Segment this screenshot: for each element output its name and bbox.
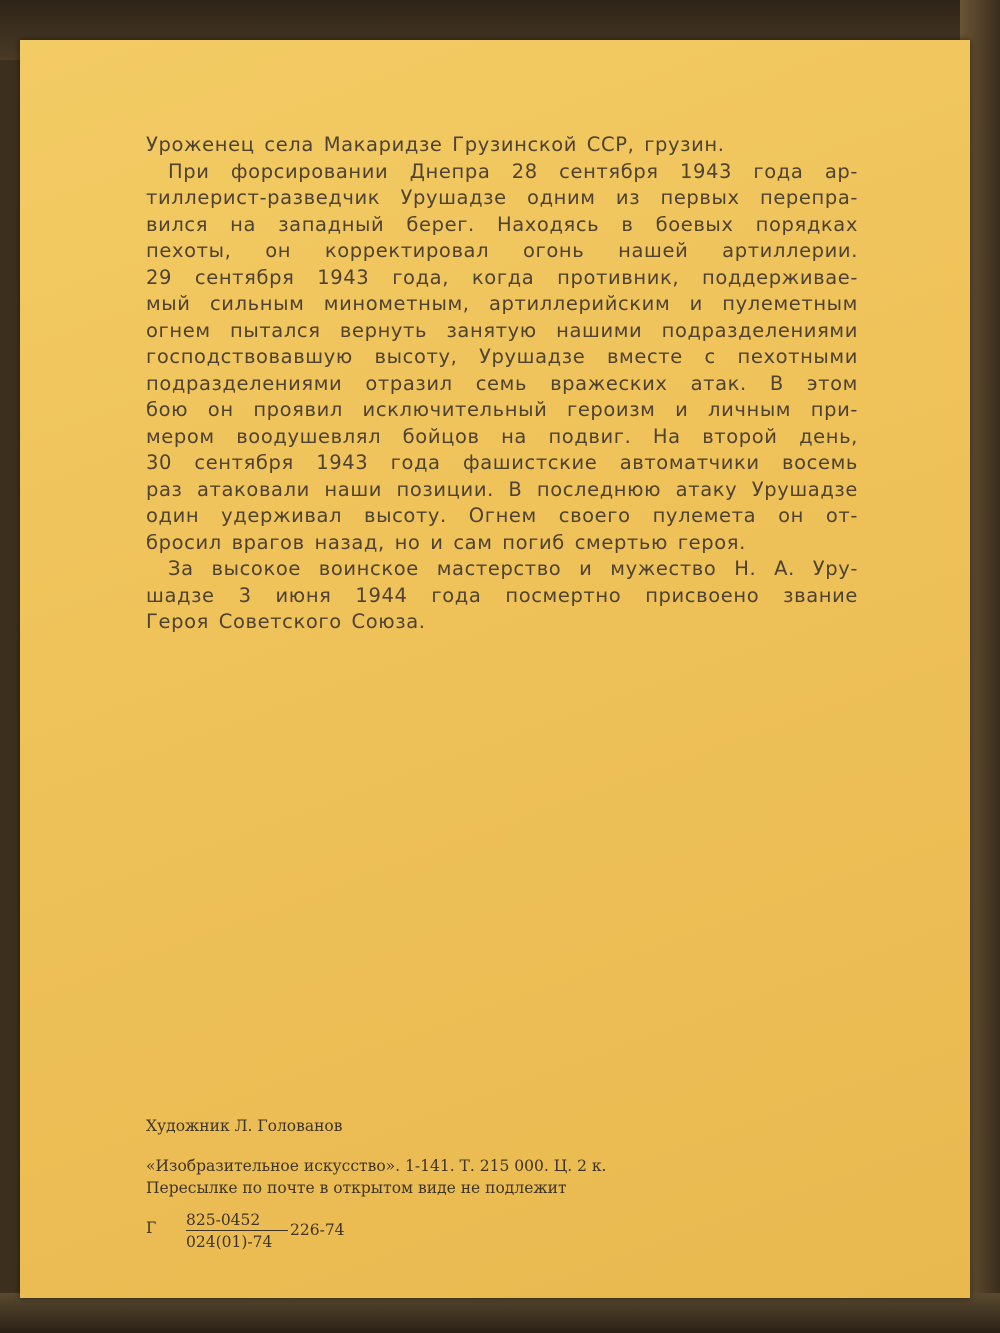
bio-line: пехоты, он корректировал огонь нашей артиллерии. [146, 239, 858, 262]
bio-line: Уроженец села Макаридзе Грузинской ССР, грузин. [146, 133, 725, 156]
biography-text [146, 132, 858, 636]
postcard-back [20, 40, 970, 1298]
bio-line: вился на западный берег. Находясь в боевых порядках [146, 212, 858, 236]
bio-line: Героя Советского Союза. [146, 610, 426, 633]
bio-line: огнем пытался вернуть занятую нашими подразделениями [146, 318, 858, 342]
code-letter: Г [146, 1219, 157, 1237]
bio-line: бросил врагов назад, но и сам погиб смертью героя. [146, 530, 746, 554]
publisher-imprint [146, 1115, 606, 1253]
code-denominator: 024(01)-74 [186, 1233, 273, 1251]
bio-line: мый сильным минометным, артиллерийским и пулеметным [146, 292, 858, 315]
bio-line: шадзе 3 июня 1944 года посмертно присвоено звание [146, 583, 858, 607]
bio-line: За высокое воинское мастерство и мужество Н. А. Уру- [168, 557, 858, 580]
bio-line: господствовавшую высоту, Урушадзе вместе с пехотными [146, 345, 858, 368]
publisher-line: «Изобразительное искусство». 1-141. Т. 215 000. Ц. 2 к. [146, 1157, 607, 1175]
bio-line: раз атаковали наши позиции. В последнюю атаку Урушадзе [146, 477, 858, 501]
bio-line: бою он проявил исключительный героизм и личным при- [146, 398, 858, 421]
bio-line: 29 сентября 1943 года, когда противник, поддерживае- [146, 265, 858, 289]
code-numerator: 825-0452 [186, 1211, 261, 1229]
bio-line: подразделениями отразил семь вражеских атак. В этом [146, 371, 858, 395]
mail-note: Пересылке по почте в открытом виде не подлежит [146, 1179, 567, 1197]
code-suffix: 226-74 [290, 1221, 345, 1239]
catalog-code [146, 1209, 606, 1253]
bio-line: 30 сентября 1943 года фашистские автоматчики восемь [146, 451, 858, 474]
bio-line: один удерживал высоту. Огнем своего пулемета он от- [146, 504, 858, 527]
bio-line: При форсировании Днепра 28 сентября 1943 года ар- [168, 159, 858, 183]
artist-credit: Художник Л. Голованов [146, 1117, 343, 1135]
bio-line: тиллерист-разведчик Урушадзе одним из первых перепра- [146, 186, 858, 209]
background-bottom [0, 1293, 1000, 1333]
bio-line: мером воодушевлял бойцов на подвиг. На второй день, [146, 424, 858, 448]
